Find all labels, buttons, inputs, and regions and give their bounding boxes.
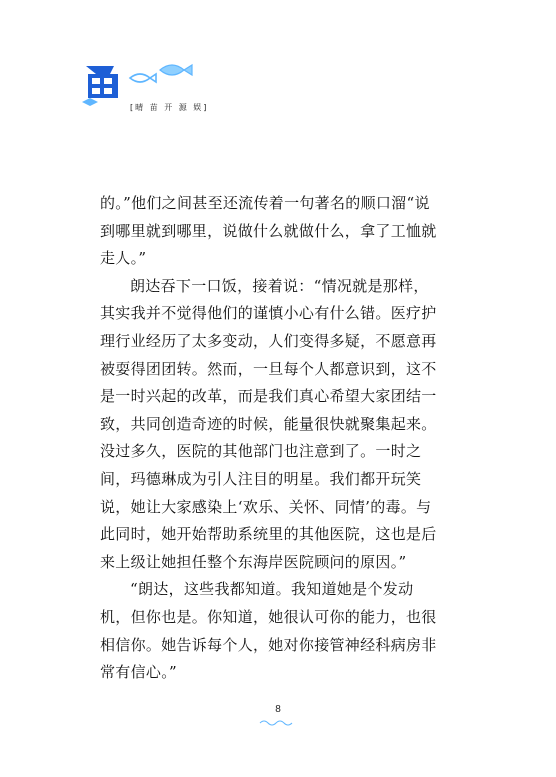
paragraph: 朗达吞下一口饭，接着说：“情况就是那样，其实我并不觉得他们的谨慎小心有什么错。医疗护理行业经历了太多变动，人们变得多疑，不愿意再被耍得团团转。然而，一旦每个人都意识到，这不是一时兴起的改革，而是我们真心希望大家团结一致，共同创造奇迹的时候，能量很快就聚集起来。没过多久，医院的其他部门也注意到了。一时之间，玛德琳成为引人注目的明星。我们都开玩笑说，她让大家感染上‘欢乐、关怀、同情’的毒。与此同时，她开始帮助系统里的其他医院，这也是后来上级让她担任整个东海岸医院顾问的原因。” [100,276,437,571]
wave-ornament-icon [259,719,297,727]
paragraph: “朗达，这些我都知道。我知道她是个发动机，但你也是。你知道，她很认可你的能力，也很相信你。她告诉每个人，她对你接管神经科病房非常有信心。” [100,580,437,682]
logo-caption: [晴 苗 开 源 娱] [130,103,209,112]
body-text [100,190,440,687]
fish-logo-icon [80,58,200,108]
publisher-logo [80,58,220,118]
paragraph: 的。”他们之间甚至还流传着一句著名的顺口溜“说到哪里就到哪里，说做什么就做什么，拿了工恤就走人。” [100,194,437,268]
page-number: 8 [275,704,281,715]
